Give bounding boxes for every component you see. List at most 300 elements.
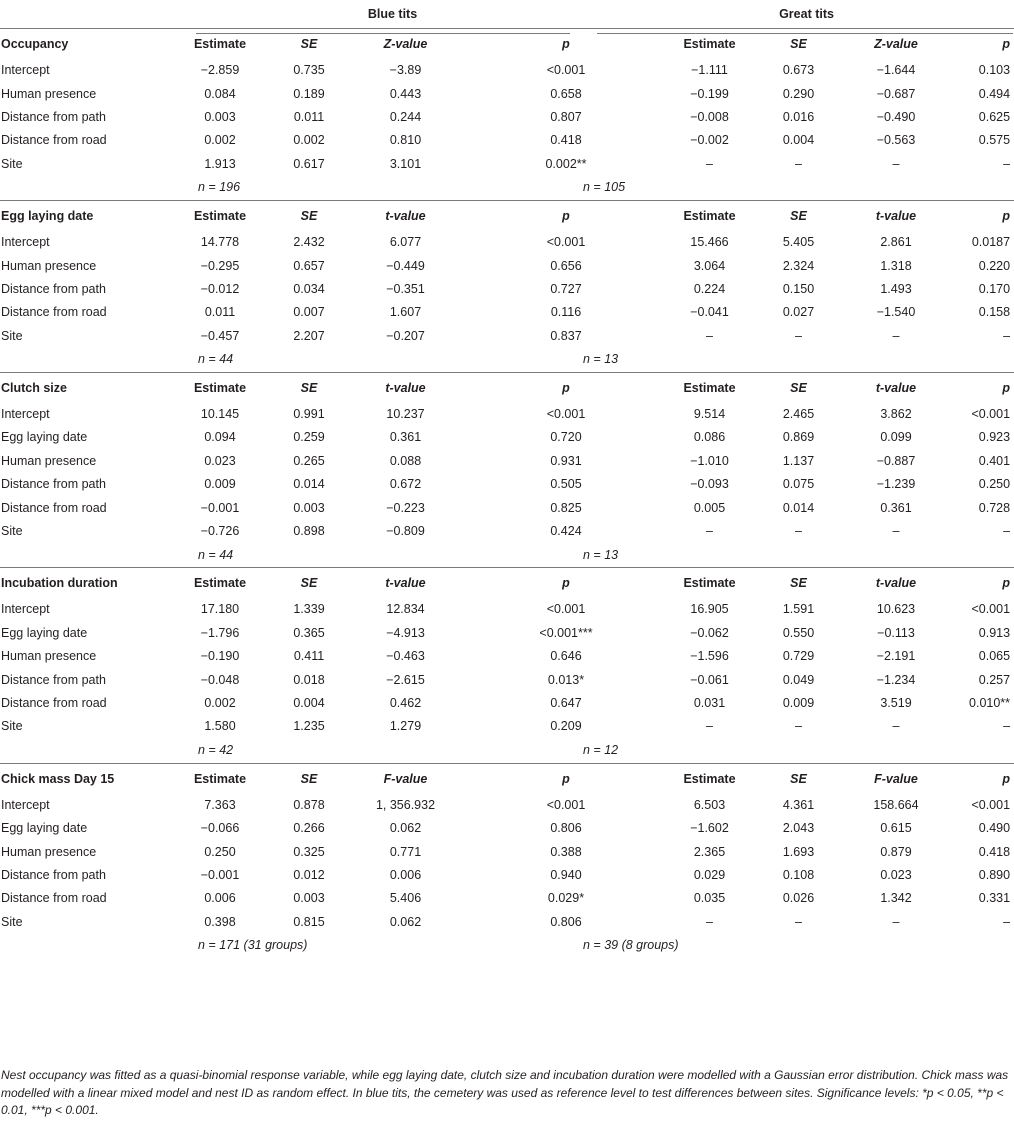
table-row (0, 520, 1014, 543)
row-label: Intercept (1, 407, 50, 422)
blue-value: 0.398 (204, 914, 236, 929)
blue-value: 0.361 (389, 430, 422, 445)
group-header-row (0, 0, 1014, 29)
row-label: Distance from path (1, 281, 106, 296)
great-value: – (795, 328, 802, 343)
row-label: Distance from road (1, 133, 107, 148)
blue-value: 0.388 (550, 844, 582, 859)
great-value: – (892, 719, 900, 734)
blue-value: 0.658 (550, 86, 582, 101)
sample-size-row (0, 348, 1014, 373)
great-value: – (1003, 719, 1011, 734)
great-value: 0.250 (978, 477, 1011, 492)
great-value: 0.150 (782, 281, 815, 296)
table-row (0, 106, 1014, 129)
row-label: Distance from road (1, 891, 107, 906)
great-value: 2.365 (693, 844, 726, 859)
great-value: 1.693 (782, 844, 815, 859)
column-header: p (949, 372, 1014, 403)
section-header-row (0, 372, 1014, 403)
great-value: −1.234 (876, 672, 916, 687)
great-value: 0.673 (782, 63, 815, 78)
section-title: Egg laying date (0, 200, 176, 231)
blue-value: 0.265 (293, 453, 325, 468)
great-value: – (892, 524, 900, 539)
table-row (0, 794, 1014, 817)
row-label: Distance from road (1, 696, 107, 710)
column-header: SE (264, 568, 354, 599)
great-value: 6.503 (693, 797, 726, 812)
column-header: SE (754, 200, 843, 231)
great-value: −1.602 (690, 821, 729, 836)
great-value: – (1003, 156, 1011, 171)
column-header: SE (754, 568, 843, 599)
great-tits-underline (597, 33, 1013, 34)
blue-value: 0.365 (293, 625, 325, 640)
blue-value: −0.001 (200, 500, 240, 515)
table-row (0, 622, 1014, 645)
great-value: 1.137 (782, 453, 815, 468)
great-value: 0.728 (978, 500, 1011, 515)
blue-value: 10.237 (386, 407, 425, 422)
blue-value: 0.018 (293, 672, 325, 687)
great-value: −0.062 (690, 625, 729, 640)
blue-value: 0.505 (550, 477, 582, 492)
great-value: 1.318 (880, 258, 912, 273)
row-label: Site (1, 914, 23, 929)
blue-value: 0.878 (293, 797, 325, 812)
blue-value: 0.720 (550, 430, 582, 445)
table-row (0, 450, 1014, 473)
blue-value: −0.001 (200, 867, 240, 882)
great-value: 2.465 (782, 407, 815, 422)
sample-size-spacer (0, 739, 176, 764)
section-title: Occupancy (0, 29, 176, 60)
blue-value: 0.012 (293, 867, 325, 882)
great-value: – (1003, 328, 1011, 343)
great-value: 0.029 (693, 867, 726, 882)
column-header: Estimate (665, 200, 754, 231)
great-value: 16.905 (690, 602, 729, 617)
blue-value: 0.646 (550, 649, 582, 664)
blue-value: 0.189 (293, 86, 325, 101)
great-value: −0.008 (690, 109, 729, 124)
corner-cell (0, 0, 176, 29)
table-row (0, 598, 1014, 621)
blue-value: 0.002 (204, 696, 236, 710)
table-row (0, 129, 1014, 152)
great-value: 0.108 (782, 867, 815, 882)
great-value: 0.075 (782, 477, 815, 492)
great-value: – (892, 328, 900, 343)
sample-size-row (0, 176, 1014, 201)
blue-value: 3.101 (389, 156, 422, 171)
great-value: – (706, 328, 713, 343)
column-header: Estimate (665, 372, 754, 403)
column-header: Estimate (665, 29, 754, 60)
great-value: 0.290 (782, 86, 815, 101)
great-value: – (795, 914, 802, 929)
great-value: 0.494 (978, 86, 1011, 101)
blue-value: 0.259 (293, 430, 325, 445)
blue-value: 0.656 (550, 258, 582, 273)
blue-value: 1.607 (389, 305, 422, 320)
great-value: 0.031 (693, 696, 726, 710)
blue-value: 0.014 (293, 477, 325, 492)
great-value: – (795, 524, 802, 539)
great-value: −0.093 (690, 477, 729, 492)
blue-value: 0.209 (550, 719, 582, 734)
blue-value: 1, 356.932 (375, 797, 436, 812)
blue-value: 1.913 (204, 156, 236, 171)
row-label: Distance from path (1, 109, 106, 124)
great-value: 0.575 (978, 133, 1011, 148)
blue-value: 0.940 (550, 867, 582, 882)
great-value: 2.043 (782, 821, 815, 836)
great-value: 0.103 (978, 63, 1011, 78)
great-value: 0.005 (693, 500, 726, 515)
blue-value: 0.807 (550, 109, 582, 124)
blue-value: 0.810 (389, 133, 422, 148)
blue-value: 1.580 (204, 719, 236, 734)
blue-value: 1.235 (293, 719, 325, 734)
blue-value: 0.062 (389, 821, 422, 836)
great-value: 0.086 (693, 430, 726, 445)
sample-size-blue: n = 44 (198, 547, 234, 562)
blue-value: −0.066 (200, 821, 240, 836)
group-blue-tits: Blue tits (367, 7, 418, 21)
row-label: Site (1, 719, 23, 734)
column-header: t-value (354, 372, 457, 403)
blue-value: 0.006 (204, 891, 236, 906)
column-header: p (949, 568, 1014, 599)
blue-value: 0.062 (389, 914, 422, 929)
great-value: −1.010 (690, 453, 729, 468)
row-label: Distance from road (1, 500, 107, 515)
sample-size-spacer (0, 348, 176, 373)
great-value: 0.010** (969, 696, 1011, 710)
blue-value: <0.001 (546, 63, 586, 78)
column-header: SE (264, 29, 354, 60)
blue-value: 0.647 (550, 696, 582, 710)
blue-value: 0.250 (204, 844, 236, 859)
column-header: Estimate (176, 29, 264, 60)
blue-value: −3.89 (389, 63, 422, 78)
column-header: p (457, 29, 665, 60)
blue-value: 0.672 (389, 477, 422, 492)
sample-size-great: n = 12 (583, 743, 619, 758)
great-value: 3.519 (880, 696, 912, 710)
blue-value: 0.003 (293, 500, 325, 515)
blue-value: 0.244 (389, 109, 422, 124)
great-value: 0.023 (880, 867, 912, 882)
row-label: Site (1, 156, 23, 171)
blue-value: 2.207 (293, 328, 325, 343)
column-header: t-value (354, 568, 457, 599)
table-row (0, 153, 1014, 176)
blue-value: 0.617 (293, 156, 325, 171)
column-header: SE (264, 372, 354, 403)
table-row (0, 817, 1014, 840)
blue-value: 0.094 (204, 430, 236, 445)
row-label: Distance from road (1, 305, 107, 320)
table-row (0, 325, 1014, 348)
blue-value: 0.462 (389, 696, 422, 710)
great-value: −0.563 (876, 133, 916, 148)
blue-value: −0.726 (200, 524, 240, 539)
great-value: 4.361 (782, 797, 815, 812)
blue-value: −0.351 (386, 281, 425, 296)
blue-value: <0.001*** (539, 625, 593, 640)
blue-value: 0.806 (550, 821, 582, 836)
blue-value: −0.457 (200, 328, 240, 343)
great-value: 0.065 (978, 649, 1011, 664)
row-label: Intercept (1, 235, 50, 250)
blue-value: 1.339 (293, 602, 325, 617)
great-value: 0.615 (880, 821, 912, 836)
blue-value: 0.727 (550, 281, 582, 296)
column-header: Estimate (665, 763, 754, 794)
blue-value: <0.001 (546, 797, 586, 812)
blue-value: −4.913 (386, 625, 425, 640)
great-value: 0.049 (782, 672, 815, 687)
row-label: Intercept (1, 63, 50, 78)
blue-value: <0.001 (546, 602, 586, 617)
sample-size-row (0, 543, 1014, 568)
great-value: −2.191 (876, 649, 916, 664)
great-value: 9.514 (693, 407, 726, 422)
column-header: t-value (843, 200, 949, 231)
great-value: 0.099 (880, 430, 912, 445)
great-value: 0.879 (880, 844, 912, 859)
table-row (0, 645, 1014, 668)
sample-size-great: n = 13 (583, 352, 619, 367)
table-row (0, 473, 1014, 496)
blue-value: −0.463 (386, 649, 425, 664)
blue-value: 0.898 (293, 524, 325, 539)
sample-size-blue: n = 44 (198, 352, 234, 367)
great-value: −1.596 (690, 649, 729, 664)
section-header-row (0, 200, 1014, 231)
great-value: 0.027 (782, 305, 815, 320)
row-label: Distance from path (1, 672, 106, 687)
blue-value: 0.657 (293, 258, 325, 273)
great-value: – (1003, 914, 1011, 929)
section-header-row (0, 763, 1014, 794)
column-header: Estimate (176, 200, 264, 231)
great-value: 0.170 (978, 281, 1011, 296)
table-row (0, 911, 1014, 934)
blue-value: 7.363 (204, 797, 236, 812)
table-row (0, 278, 1014, 301)
column-header: p (457, 200, 665, 231)
great-value: −1.239 (876, 477, 916, 492)
blue-value: −1.796 (200, 625, 240, 640)
column-header: SE (264, 200, 354, 231)
sample-size-row (0, 739, 1014, 764)
row-label: Human presence (1, 844, 97, 859)
great-value: 5.405 (782, 235, 815, 250)
column-header: Estimate (176, 763, 264, 794)
column-header: F-value (354, 763, 457, 794)
great-value: 158.664 (873, 797, 919, 812)
sample-size-great: n = 39 (8 groups) (583, 938, 679, 953)
row-label: Human presence (1, 86, 97, 101)
table-row (0, 715, 1014, 738)
sample-size-row (0, 934, 1014, 958)
blue-value: 0.116 (550, 305, 582, 320)
row-label: Distance from path (1, 867, 106, 882)
blue-value: 0.084 (204, 86, 236, 101)
great-value: 2.324 (782, 258, 815, 273)
sample-size-great: n = 13 (583, 547, 619, 562)
blue-value: 0.825 (550, 500, 582, 515)
sample-size-spacer (0, 543, 176, 568)
great-value: 10.623 (876, 602, 916, 617)
blue-value: 0.837 (550, 328, 582, 343)
blue-value: 0.418 (550, 133, 582, 148)
column-header: p (949, 29, 1014, 60)
column-header: SE (754, 763, 843, 794)
great-value: 0.009 (782, 696, 815, 710)
great-value: 0.0187 (971, 235, 1011, 250)
column-header: SE (754, 29, 843, 60)
great-value: 0.026 (782, 891, 815, 906)
blue-value: <0.001 (546, 235, 586, 250)
sample-size-spacer (0, 934, 176, 958)
great-value: 1.342 (880, 891, 912, 906)
great-value: 0.361 (880, 500, 912, 515)
blue-value: 5.406 (389, 891, 422, 906)
great-value: <0.001 (971, 602, 1011, 617)
blue-value: −0.449 (386, 258, 425, 273)
blue-value: 0.411 (293, 649, 325, 664)
great-value: <0.001 (971, 407, 1011, 422)
column-header: Z-value (354, 29, 457, 60)
great-value: 0.550 (782, 625, 815, 640)
column-header: p (457, 568, 665, 599)
blue-value: 0.029* (547, 891, 585, 906)
blue-value: 0.424 (550, 524, 582, 539)
great-value: 0.729 (782, 649, 815, 664)
column-header: p (457, 763, 665, 794)
blue-value: 14.778 (200, 235, 240, 250)
great-value: 0.490 (978, 821, 1011, 836)
great-value: 0.418 (978, 844, 1011, 859)
blue-value: 0.088 (389, 453, 422, 468)
row-label: Egg laying date (1, 821, 88, 836)
great-value: – (706, 524, 713, 539)
great-value: – (892, 914, 900, 929)
row-label: Intercept (1, 602, 50, 617)
blue-value: 0.034 (293, 281, 325, 296)
blue-value: −0.223 (386, 500, 425, 515)
great-value: – (706, 719, 713, 734)
column-header: t-value (354, 200, 457, 231)
section-title: Incubation duration (0, 568, 176, 599)
great-value: – (892, 156, 900, 171)
blue-value: 0.007 (293, 305, 325, 320)
table-row (0, 59, 1014, 82)
column-header: p (457, 372, 665, 403)
blue-value: 12.834 (386, 602, 425, 617)
blue-value: 0.002 (204, 133, 236, 148)
blue-value: 0.266 (293, 821, 325, 836)
great-value: 0.224 (693, 281, 726, 296)
blue-value: 0.002 (293, 133, 325, 148)
table-row (0, 403, 1014, 426)
great-value: −1.111 (691, 63, 728, 78)
great-value: <0.001 (971, 797, 1011, 812)
group-great-tits: Great tits (779, 7, 834, 21)
blue-value: 0.013* (547, 672, 585, 687)
section-title: Chick mass Day 15 (0, 763, 176, 794)
blue-value: 0.815 (293, 914, 325, 929)
great-value: −0.061 (690, 672, 729, 687)
table-footnote: Nest occupancy was fitted as a quasi-binomial response variable, while egg laying date, clutch size and incubation duration were modelled with a Gaussian error distribution. Chick mass was modelled with a linear mixed model and nest ID as random effect. In blue tits, the cemetery was used as reference level to test differences between sites. Significance levels: *p < 0.05, **p < 0.01, ***p < 0.001. (1, 1068, 1009, 1117)
sample-size-spacer (0, 176, 176, 201)
blue-value: −0.190 (200, 649, 240, 664)
blue-value: 0.771 (389, 844, 422, 859)
column-header: Estimate (176, 372, 264, 403)
blue-value: −0.048 (200, 672, 240, 687)
table-row (0, 301, 1014, 324)
table-row (0, 840, 1014, 863)
great-value: 0.016 (782, 109, 815, 124)
row-label: Egg laying date (1, 430, 88, 445)
row-label: Intercept (1, 797, 50, 812)
great-value: 0.923 (978, 430, 1011, 445)
great-value: −0.041 (690, 305, 729, 320)
section-title: Clutch size (0, 372, 176, 403)
great-value: 0.331 (978, 891, 1011, 906)
blue-value: 0.931 (550, 453, 582, 468)
great-value: 0.035 (693, 891, 726, 906)
great-value: −0.002 (690, 133, 729, 148)
blue-value: 0.735 (293, 63, 325, 78)
table-row (0, 254, 1014, 277)
column-header: Estimate (665, 568, 754, 599)
great-value: −0.687 (876, 86, 916, 101)
sample-size-blue: n = 42 (198, 743, 234, 758)
great-value: 0.913 (978, 625, 1011, 640)
great-value: −0.490 (876, 109, 916, 124)
great-value: 0.401 (978, 453, 1011, 468)
column-header: Estimate (176, 568, 264, 599)
row-label: Site (1, 524, 23, 539)
great-value: −0.199 (690, 86, 729, 101)
blue-value: −2.615 (386, 672, 425, 687)
great-value: 0.257 (978, 672, 1011, 687)
great-value: 1.591 (782, 602, 815, 617)
table-row (0, 82, 1014, 105)
blue-value: 0.002** (545, 156, 587, 171)
blue-value: 0.003 (293, 891, 325, 906)
blue-value: 0.006 (389, 867, 422, 882)
row-label: Human presence (1, 453, 97, 468)
blue-value: −2.859 (200, 63, 240, 78)
row-label: Human presence (1, 649, 97, 664)
great-value: 0.625 (978, 109, 1011, 124)
great-value: −1.644 (876, 63, 916, 78)
blue-value: 2.432 (293, 235, 325, 250)
blue-value: −0.295 (200, 258, 240, 273)
blue-value: 0.325 (293, 844, 325, 859)
great-value: 3.064 (693, 258, 726, 273)
blue-value: <0.001 (546, 407, 586, 422)
blue-value: 6.077 (389, 235, 422, 250)
blue-value: 0.806 (550, 914, 582, 929)
